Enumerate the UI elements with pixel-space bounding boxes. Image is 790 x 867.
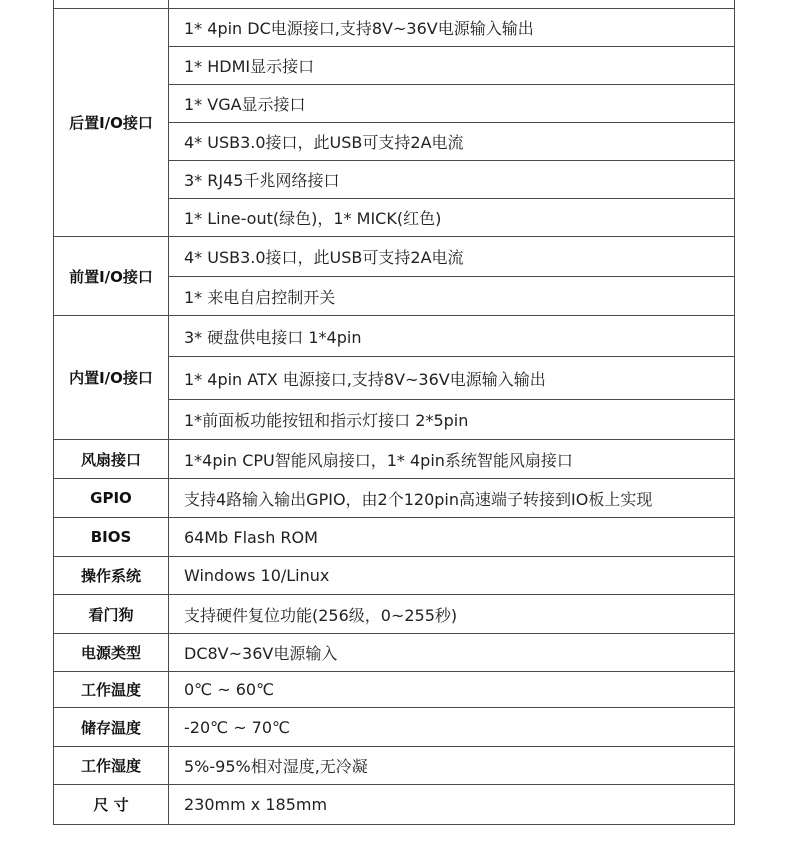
table-row: [54, 440, 735, 479]
spec-value-cell: 支持4路输入输出GPIO，由2个120pin高速端子转接到IO板上实现: [169, 479, 735, 518]
spec-value-cell: 1* 4pin ATX 电源接口,支持8V~36V电源输入输出: [169, 357, 735, 400]
spec-value-cell: 0℃ ~ 60℃: [169, 672, 735, 708]
spec-value-cell: 1* VGA显示接口: [169, 85, 735, 123]
spec-label-cell: 后置I/O接口: [54, 9, 169, 237]
spec-table: [53, 0, 735, 825]
spec-value-cell: 230mm x 185mm: [169, 785, 735, 825]
table-row: [54, 237, 735, 277]
table-row: [54, 595, 735, 634]
spec-label-cell: 尺 寸: [54, 785, 169, 825]
spec-label-cell: 前置I/O接口: [54, 237, 169, 316]
spec-value-cell: 支持硬件复位功能(256级，0~255秒): [169, 595, 735, 634]
spec-value-cell: Windows 10/Linux: [169, 557, 735, 595]
table-row: [54, 708, 735, 747]
spec-value-cell: [169, 0, 735, 9]
spec-label-cell: 操作系统: [54, 557, 169, 595]
spec-value-cell: 1*前面板功能按钮和指示灯接口 2*5pin: [169, 400, 735, 440]
table-row-partial: [54, 0, 735, 9]
spec-value-cell: 3* RJ45千兆网络接口: [169, 161, 735, 199]
spec-label-cell: [54, 0, 169, 9]
spec-label-cell: 储存温度: [54, 708, 169, 747]
spec-label-cell: GPIO: [54, 479, 169, 518]
table-row: [54, 479, 735, 518]
table-row: [54, 316, 735, 357]
spec-label-cell: 工作温度: [54, 672, 169, 708]
table-row: [54, 634, 735, 672]
table-row: [54, 518, 735, 557]
spec-value-cell: 1* 来电自启控制开关: [169, 277, 735, 316]
spec-value-cell: 5%-95%相对湿度,无冷凝: [169, 747, 735, 785]
spec-label-cell: BIOS: [54, 518, 169, 557]
spec-value-cell: 1* 4pin DC电源接口,支持8V~36V电源输入输出: [169, 9, 735, 47]
table-row: [54, 9, 735, 47]
table-row: [54, 785, 735, 825]
spec-value-cell: 1*4pin CPU智能风扇接口，1* 4pin系统智能风扇接口: [169, 440, 735, 479]
spec-value-cell: -20℃ ~ 70℃: [169, 708, 735, 747]
spec-label-cell: 内置I/O接口: [54, 316, 169, 440]
spec-label-cell: 看门狗: [54, 595, 169, 634]
spec-value-cell: 1* Line-out(绿色)，1* MICK(红色): [169, 199, 735, 237]
spec-label-cell: 工作湿度: [54, 747, 169, 785]
table-row: [54, 672, 735, 708]
spec-label-cell: 电源类型: [54, 634, 169, 672]
spec-value-cell: 4* USB3.0接口，此USB可支持2A电流: [169, 123, 735, 161]
spec-value-cell: DC8V~36V电源输入: [169, 634, 735, 672]
spec-label-cell: 风扇接口: [54, 440, 169, 479]
table-row: [54, 557, 735, 595]
spec-value-cell: 3* 硬盘供电接口 1*4pin: [169, 316, 735, 357]
spec-value-cell: 64Mb Flash ROM: [169, 518, 735, 557]
spec-value-cell: 4* USB3.0接口，此USB可支持2A电流: [169, 237, 735, 277]
spec-value-cell: 1* HDMI显示接口: [169, 47, 735, 85]
table-row: [54, 747, 735, 785]
